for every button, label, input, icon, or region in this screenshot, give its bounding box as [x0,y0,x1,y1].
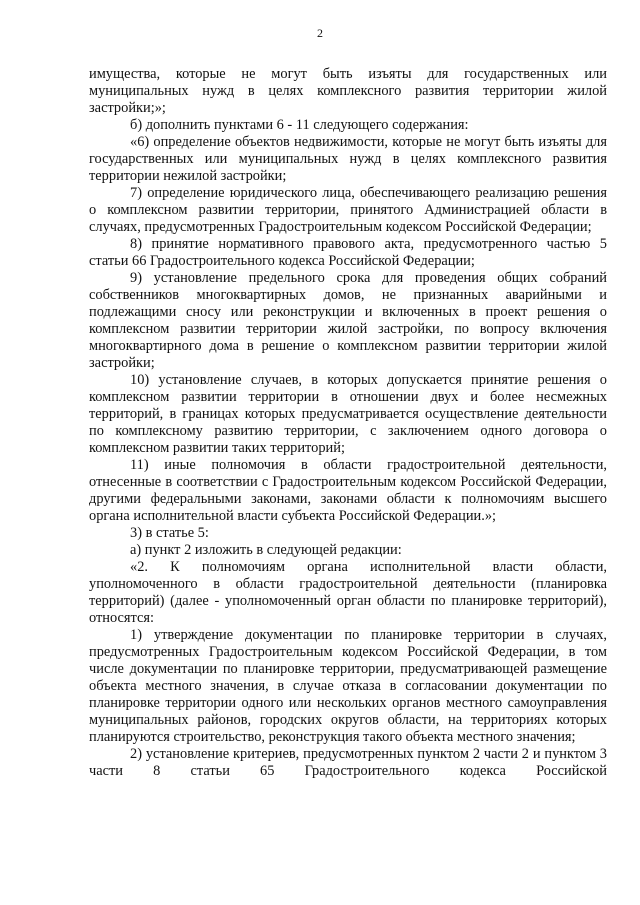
paragraph: 9) установление предельного срока для проведения общих собраний собственников многоквартирных домов, не признанных аварийными и подлежащими сносу или реконструкции и включенных в проект решения о комплексном развитии территории жилой застройки, по вопросу включения многоквартирного дома в решение о комплексном развитии территории жилой застройки; [89,270,607,371]
paragraph: 1) утверждение документации по планировке территории в случаях, предусмотренных Градостроительным кодексом Российской Федерации, в том числе документации по планировке территории, предусматривающей размещение объекта местного значения, в случае отказа в согласовании документации по планировке территории одного или нескольких органов местного самоуправления муниципальных районов, городских округов области, на территориях которых планируются строительство, реконструкция такого объекта местного значения; [89,627,607,745]
paragraph: имущества, которые не могут быть изъяты для государственных или муниципальных нужд в целях комплексного развития территории жилой застройки;»; [89,66,607,116]
paragraph: а) пункт 2 изложить в следующей редакции: [130,542,402,558]
paragraph: «2. К полномочиям органа исполнительной власти области, уполномоченного в области градостроительной деятельности (планировка территорий) (далее - уполномоченный орган области по планировке территорий), относятся: [89,559,607,626]
paragraph: 7) определение юридического лица, обеспечивающего реализацию решения о комплексном развитии территории, принятого Администрацией области в случаях, предусмотренных Градостроительным кодексом Российской Федерации; [89,185,607,235]
page-number: 2 [317,26,323,40]
paragraph: 8) принятие нормативного правового акта, предусмотренного частью 5 статьи 66 Градостроительного кодекса Российской Федерации; [89,236,607,269]
paragraph: 11) иные полномочия в области градостроительной деятельности, отнесенные в соответствии с Градостроительным кодексом Российской Федерации, другими федеральными законами, законами области к полномочиям высшего органа исполнительной власти субъекта Российской Федерации.»; [89,457,607,524]
paragraph: 3) в статье 5: [130,525,209,541]
paragraph: «6) определение объектов недвижимости, которые не могут быть изъяты для государственных или муниципальных нужд в целях комплексного развития территории нежилой застройки; [89,134,607,184]
paragraph: б) дополнить пунктами 6 - 11 следующего содержания: [130,117,469,133]
paragraph: 2) установление критериев, предусмотренных пунктом 2 части 2 и пунктом 3 части 8 статьи 65 Градостроительного кодекса Российской [89,746,607,779]
document-body [89,66,607,780]
paragraph: 10) установление случаев, в которых допускается принятие решения о комплексном развитии территории в отношении двух и более несмежных территорий, в границах которых предусматривается осуществление деятельности по комплексному развитию территории, с заключением одного договора о комплексном развитии таких территорий; [89,372,607,456]
